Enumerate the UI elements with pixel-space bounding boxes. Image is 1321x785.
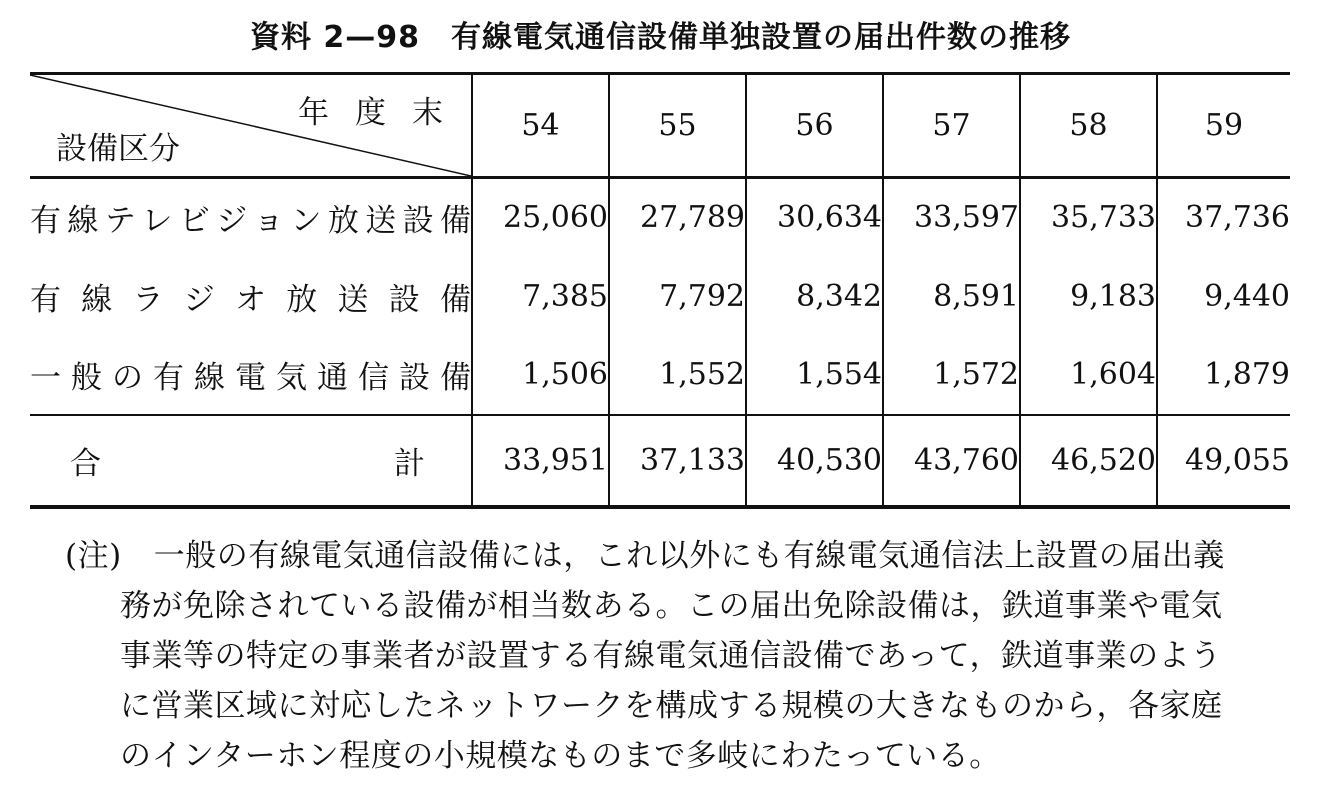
total-value: 46,520 xyxy=(1020,415,1157,507)
cell-value: 35,733 xyxy=(1020,178,1157,257)
cell-value: 30,634 xyxy=(746,178,883,257)
cell-value: 8,591 xyxy=(883,257,1020,336)
column-header-year-55: 55 xyxy=(609,74,746,178)
cell-value: 37,736 xyxy=(1157,178,1290,257)
cell-value: 1,879 xyxy=(1157,336,1290,415)
table-corner-cell xyxy=(30,74,472,178)
corner-label-fiscal-year-end: 年度末 xyxy=(298,95,469,131)
column-header-year-56: 56 xyxy=(746,74,883,178)
corner-label-equipment-category: 設備区分 xyxy=(56,131,180,167)
cell-value: 7,792 xyxy=(609,257,746,336)
footnote-line-1 xyxy=(65,531,1310,581)
cell-value: 8,342 xyxy=(746,257,883,336)
header-row xyxy=(30,74,1290,178)
column-header-year-57: 57 xyxy=(883,74,1020,178)
footnote-line-5: のインターホン程度の小規模なものまで多岐にわたっている。 xyxy=(120,737,1001,774)
footnote-line-4: に営業区域に対応したネットワークを構成する規模の大きなものから，各家庭 xyxy=(120,687,1223,724)
page-title: 資料 2—98 有線電気通信設備単独設置の届出件数の推移 xyxy=(249,20,1072,55)
table-row-total xyxy=(30,415,1290,507)
cell-value: 7,385 xyxy=(472,257,609,336)
footnote-marker: (注) xyxy=(65,537,122,574)
column-header-year-59: 59 xyxy=(1157,74,1290,178)
table-row-cable-radio xyxy=(30,257,1290,336)
column-header-year-54: 54 xyxy=(472,74,609,178)
cell-value: 27,789 xyxy=(609,178,746,257)
cell-value: 33,597 xyxy=(883,178,1020,257)
total-value: 37,133 xyxy=(609,415,746,507)
cell-value: 1,554 xyxy=(746,336,883,415)
cell-value: 9,183 xyxy=(1020,257,1157,336)
row-label-cable-radio: 有線ラジオ放送設備 xyxy=(30,281,471,318)
cell-value: 1,604 xyxy=(1020,336,1157,415)
total-value: 33,951 xyxy=(472,415,609,507)
cell-value: 1,506 xyxy=(472,336,609,415)
column-header-year-58: 58 xyxy=(1020,74,1157,178)
footnote-line-3: 事業等の特定の事業者が設置する有線電気通信設備であって，鉄道事業のよう xyxy=(120,637,1222,674)
row-label-total: 合計 xyxy=(30,415,472,507)
cell-value: 9,440 xyxy=(1157,257,1290,336)
notification-count-table xyxy=(30,72,1290,509)
footnote-line-2: 務が免除されている設備が相当数ある。この届出免除設備は，鉄道事業や電気 xyxy=(120,587,1223,624)
footnote-text: 一般の有線電気通信設備には，これ以外にも有線電気通信法上設置の届出義 xyxy=(153,537,1225,574)
table-row-cable-television xyxy=(30,178,1290,257)
row-label-cable-television: 有線テレビジョン放送設備 xyxy=(30,203,471,240)
cell-value: 1,572 xyxy=(883,336,1020,415)
total-value: 40,530 xyxy=(746,415,883,507)
total-value: 49,055 xyxy=(1157,415,1290,507)
table-row-general-wire-telecom xyxy=(30,336,1290,415)
cell-value: 1,552 xyxy=(609,336,746,415)
row-label-general-wire-telecom: 一般の有線電気通信設備 xyxy=(30,360,471,396)
footnote-block xyxy=(65,531,1310,781)
total-value: 43,760 xyxy=(883,415,1020,507)
cell-value: 25,060 xyxy=(472,178,609,257)
